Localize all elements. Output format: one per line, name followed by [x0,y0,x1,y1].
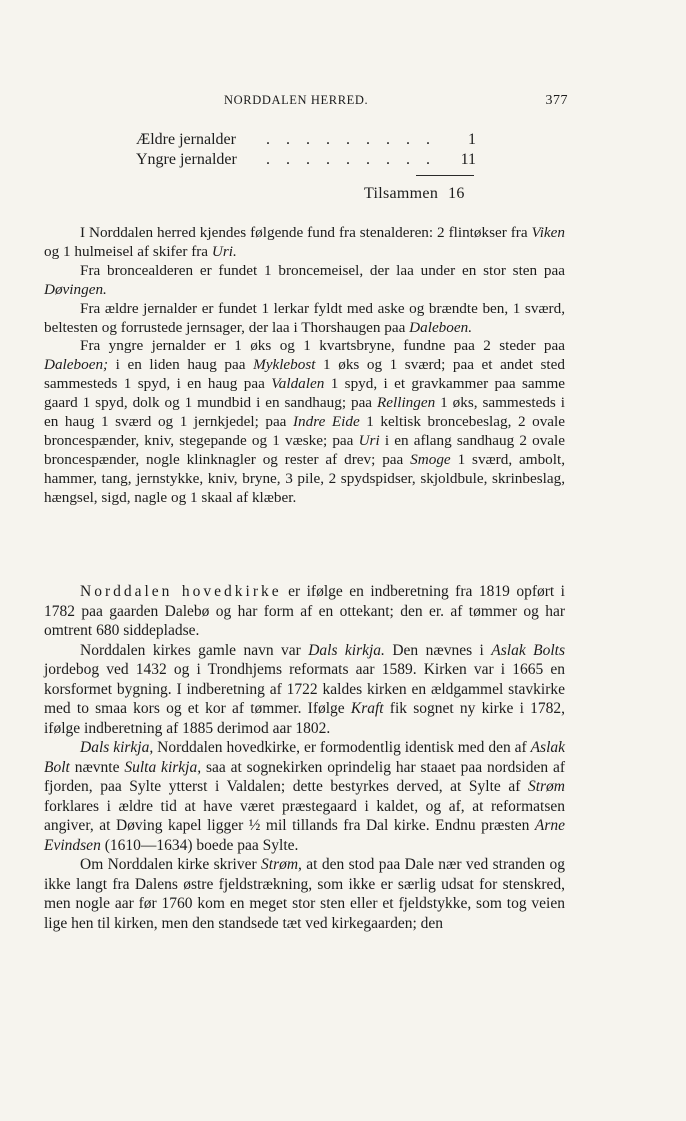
place-name: Daleboen. [409,318,472,336]
place-name: Daleboen; [44,356,109,374]
text-run: Norddalen hovedkirke, er formodentlig identisk med den af [153,739,531,756]
running-header [44,93,568,113]
tally-row [136,130,476,150]
person-name: Arne Evindsen [44,817,565,854]
tally-count: 11 [460,151,476,168]
text-run: fik sognet ny kirke i 1782, ifølge indberetning af 1885 derimod aar 1802. [44,700,565,737]
sum-rule [416,175,474,176]
text-run: forklares i ældre tid at have været præstegaard i kaldet, og af, at reformatsen angiver, at Døving kapel ligger ½ mil tillands fra Dal kirke. Endnu præsten [44,797,565,834]
person-name: Strøm [527,778,565,795]
text-run: 1 spyd, i et gravkammer paa samme gaard 1 spyd, dolk og 1 mundbid i en sandhaug; paa [44,375,565,412]
text-run: i en aflang sandhaug 2 ovale broncespænder, nogle klinknagler og rester af drev; paa [44,431,565,468]
text-run: Fra broncealderen er fundet 1 broncemeisel, der laa under en stor sten paa [80,261,565,279]
text-run: I Norddalen herred kjendes følgende fund fra stenalderen: 2 flintøkser fra [80,224,532,241]
paragraph-late-iron-age [44,337,565,507]
tally-total [364,185,465,203]
place-name: Uri. [211,242,237,260]
paragraph-early-iron-age [44,300,565,338]
paragraph-stone-age [44,224,565,262]
total-label: Tilsammen [364,185,439,202]
place-name: Myklebost [253,356,316,374]
place-name: Dals kirkja. [308,641,385,659]
place-name: Døvingen. [44,280,107,298]
tally-count: 1 [468,131,476,148]
find-count-table [136,130,476,170]
place-name: Sulta kirkja, [124,758,202,776]
person-name: Aslak Bolts [491,641,565,659]
text-run: 1 øks, sammesteds i en haug 1 sværd og 1 jernkjedel; paa [44,394,565,431]
tally-leader: . . . . . . . . . [266,151,436,168]
person-name: Strøm, [261,856,302,873]
church-section [44,582,565,933]
paragraph-bronze-age [44,262,565,300]
text-run: i en liden haug paa [108,356,254,374]
text-run: Fra ældre jernalder er fundet 1 lerkar fyldt med aske og brændte ben, 1 sværd, beltesten og forrustede jernsager, der laa i Thorshaugen paa [44,299,565,336]
place-name: Smoge [410,450,451,468]
place-name: Indre Eide [292,413,360,431]
text-run: er ifølge en indberetning fra 1819 opført i 1782 paa gaarden Dalebø og har form af en ottekant; den er. af tømmer og har omtrent 680 siddepladse. [44,583,565,639]
text-run: Om Norddalen kirke skriver [80,856,262,873]
place-name: Uri [358,431,380,449]
place-name: Valdalen [271,375,325,393]
text-run: Fra yngre jernalder er 1 øks og 1 kvartsbryne, fundne paa 2 steder paa [80,337,565,355]
paragraph-old-name [44,641,565,739]
text-run: saa at sognekirken oprindelig har staaet paa nordsiden af fjorden, paa Sylte ytterst i Valdalen; dette bestyrkes derved, at Sylte af [44,758,565,795]
place-name: Rellingen [376,394,436,412]
text-run: Den nævnes i [384,641,492,659]
tally-label: Ældre jernalder [136,131,236,148]
finds-section [44,224,565,508]
paragraph-main-church [44,582,565,641]
page-number: 377 [545,93,568,108]
text-run: og 1 hulmeisel af skifer fra [44,242,212,260]
text-run: 1 sværd, ambolt, hammer, tang, jernstykke, kniv, bryne, 3 pile, 2 spydspidser, skjoldbule, skrinbeslag, hængsel, sigd, nagle og 1 skaal af klæber. [44,450,565,506]
section-heading-spaced: Norddalen hovedkirke [80,583,282,600]
total-count: 16 [448,185,465,202]
paragraph-sulta-kirkja [44,738,565,855]
paragraph-strom-account [44,855,565,933]
text-run: (1610—1634) boede paa Sylte. [100,836,299,854]
place-name: Dals kirkja, [80,739,154,756]
place-name: Viken [531,224,565,241]
person-name: Aslak Bolt [44,739,565,776]
person-name: Kraft [350,700,384,717]
tally-label: Yngre jernalder [136,151,237,168]
tally-leader: . . . . . . . . . [266,131,436,148]
text-run: jordebog ved 1432 og i Trondhjems reformats aar 1589. Kirken var i 1665 en korsformet bygning. I indberetning af 1722 kaldes kirken en ældgammel stavkirke med to smaa kors og et kor af tømmer. Ifølge [44,661,565,717]
text-run: at den stod paa Dale nær ved stranden og ikke langt fra Dalens østre fjeldstrækning, som ikke er særlig udsat for stenskred, men nogle aar før 1760 kom en meget stor sten eller et fjeldstykke, som tog veien lige hen til kirken, men den standsede tæt ved kirkegaarden; den [44,856,566,932]
text-run: Norddalen kirkes gamle navn var [80,641,309,659]
tally-row [136,150,476,170]
running-title: NORDDALEN HERRED. [224,93,369,107]
text-run: nævnte [69,758,125,776]
text-run: 1 øks og 1 sværd; paa et andet sted sammesteds 1 spyd, i en haug paa [44,356,565,393]
text-run: 1 keltisk broncebeslag, 2 ovale broncespænder, kniv, stegepande og 1 væske; paa [44,413,565,449]
